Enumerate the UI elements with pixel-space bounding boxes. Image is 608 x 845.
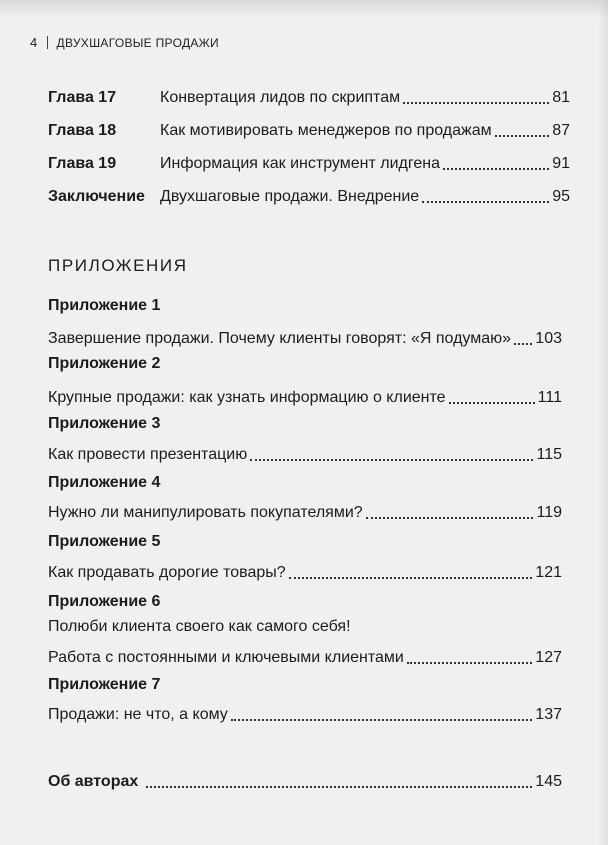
toc-entry-page: 91 bbox=[552, 155, 570, 172]
toc-entry-chapter-19[interactable] bbox=[48, 154, 570, 174]
toc-entry-page: 111 bbox=[537, 389, 562, 406]
appendix-4-label: Приложение 4 bbox=[48, 474, 161, 491]
appendices-heading: ПРИЛОЖЕНИЯ bbox=[48, 256, 188, 275]
toc-entry-appendix-5[interactable] bbox=[48, 563, 562, 583]
toc-entry-label: Глава 18 bbox=[48, 122, 117, 139]
toc-entry-conclusion[interactable] bbox=[48, 187, 570, 207]
toc-entry-page: 103 bbox=[535, 330, 562, 347]
appendix-2-label: Приложение 2 bbox=[48, 355, 161, 372]
dot-leader bbox=[250, 459, 533, 461]
toc-entry-page: 81 bbox=[552, 89, 570, 106]
toc-entry-page: 137 bbox=[535, 706, 562, 723]
toc-entry-appendix-2[interactable] bbox=[48, 388, 562, 408]
toc-entry-title: Продажи: не что, а кому bbox=[48, 706, 228, 723]
toc-entry-title: Завершение продажи. Почему клиенты говорят: «Я подумаю» bbox=[48, 330, 512, 347]
dot-leader bbox=[514, 343, 532, 345]
dot-leader bbox=[422, 201, 549, 203]
toc-entry-title: Информация как инструмент лидгена bbox=[160, 155, 440, 172]
toc-entry-title: Как продавать дорогие товары? bbox=[48, 564, 286, 581]
toc-entry-about-authors[interactable] bbox=[48, 772, 562, 792]
appendix-6-label: Приложение 6 bbox=[48, 593, 161, 610]
toc-entry-appendix-4[interactable] bbox=[48, 503, 562, 523]
toc-entry-label: Об авторах bbox=[48, 773, 139, 790]
running-head bbox=[30, 35, 219, 50]
toc-entry-appendix-3[interactable] bbox=[48, 445, 562, 465]
toc-entry-appendix-1[interactable] bbox=[48, 329, 562, 349]
toc-entry-appendix-6[interactable] bbox=[48, 648, 562, 668]
dot-leader bbox=[443, 168, 549, 170]
dot-leader bbox=[407, 662, 532, 664]
toc-entry-label: Глава 17 bbox=[48, 89, 117, 106]
toc-entry-title: Крупные продажи: как узнать информацию о клиенте bbox=[48, 389, 446, 406]
toc-entry-title: Двухшаговые продажи. Внедрение bbox=[160, 188, 420, 205]
dot-leader bbox=[449, 402, 535, 404]
toc-entry-page: 145 bbox=[535, 773, 562, 790]
appendix-6-title-line1: Полюби клиента своего как самого себя! bbox=[48, 618, 351, 635]
dot-leader bbox=[495, 135, 550, 137]
dot-leader bbox=[146, 786, 532, 788]
toc-entry-page: 87 bbox=[552, 122, 570, 139]
toc-entry-chapter-17[interactable] bbox=[48, 88, 570, 108]
toc-entry-title: Нужно ли манипулировать покупателями? bbox=[48, 504, 363, 521]
page-edge-shadow bbox=[598, 0, 608, 845]
toc-entry-title: Как мотивировать менеджеров по продажам bbox=[160, 122, 492, 139]
dot-leader bbox=[231, 719, 533, 721]
toc-entry-page: 119 bbox=[536, 504, 562, 521]
toc-entry-title: Работа с постоянными и ключевыми клиентами bbox=[48, 649, 404, 666]
appendix-1-label: Приложение 1 bbox=[48, 297, 161, 314]
appendix-5-label: Приложение 5 bbox=[48, 533, 161, 550]
running-head-divider bbox=[47, 36, 48, 49]
toc-entry-page: 127 bbox=[535, 649, 562, 666]
toc-entry-title: Конвертация лидов по скриптам bbox=[160, 89, 401, 106]
toc-entry-page: 95 bbox=[552, 188, 570, 205]
toc-entry-page: 115 bbox=[536, 446, 562, 463]
book-title: ДВУХШАГОВЫЕ ПРОДАЖИ bbox=[56, 35, 219, 50]
toc-entry-page: 121 bbox=[535, 564, 562, 581]
page-number: 4 bbox=[30, 35, 38, 50]
dot-leader bbox=[403, 102, 549, 104]
dot-leader bbox=[289, 577, 533, 579]
appendix-7-label: Приложение 7 bbox=[48, 676, 161, 693]
toc-entry-label: Заключение bbox=[48, 188, 145, 205]
page-top-shadow bbox=[0, 0, 608, 18]
toc-entry-title: Как провести презентацию bbox=[48, 446, 248, 463]
toc-entry-chapter-18[interactable] bbox=[48, 121, 570, 141]
appendix-3-label: Приложение 3 bbox=[48, 415, 161, 432]
dot-leader bbox=[366, 517, 534, 519]
toc-entry-label: Глава 19 bbox=[48, 155, 117, 172]
toc-entry-appendix-7[interactable] bbox=[48, 705, 562, 725]
